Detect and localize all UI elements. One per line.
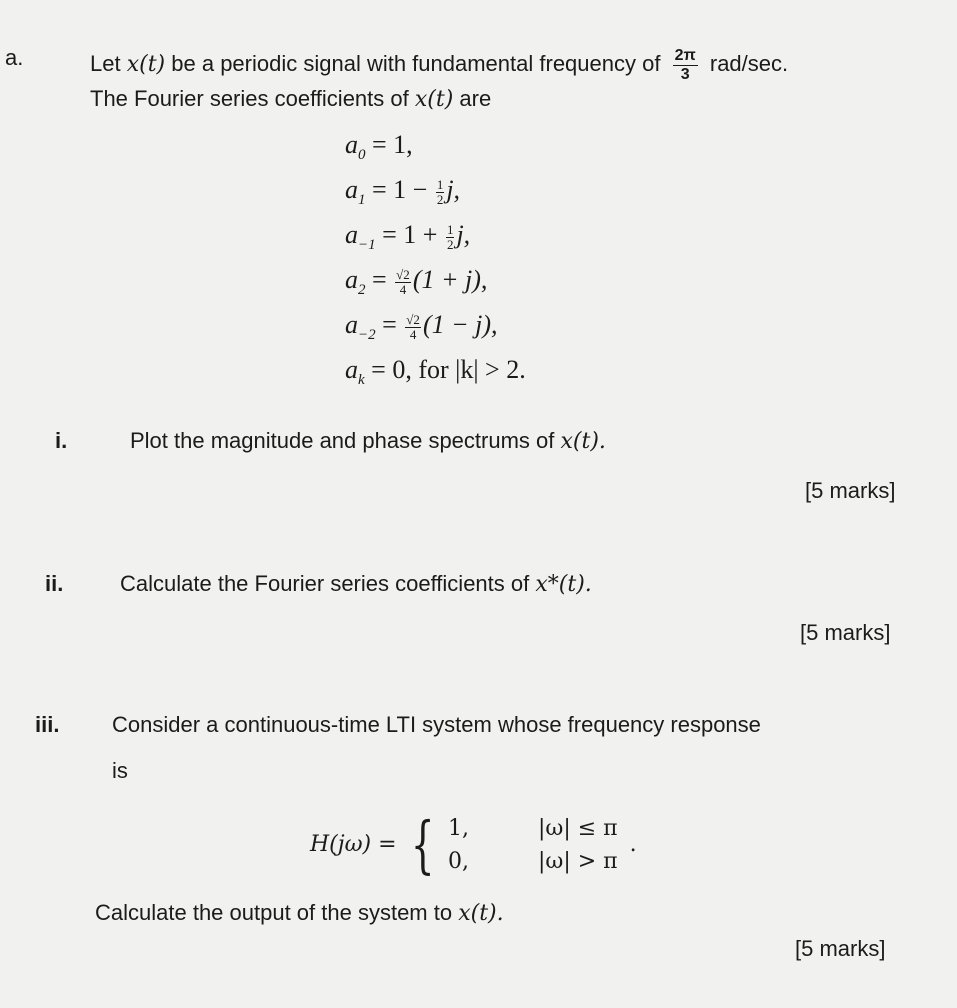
h-end: .	[629, 832, 637, 857]
fraction-numerator: 1	[436, 176, 444, 192]
piecewise-cases	[448, 816, 618, 874]
case1-condition: |ω| ≤ π	[538, 815, 618, 841]
q3-marks: [5 marks]	[795, 936, 886, 961]
freq-numerator: 2π	[674, 47, 696, 64]
signal-x-conjugate: x*(t).	[535, 572, 592, 597]
coeff-value: = 0, for |k| > 2.	[371, 355, 526, 384]
q1-text	[130, 430, 606, 453]
fraction-numerator: √2	[396, 266, 410, 282]
coeff-fraction	[405, 313, 421, 341]
coefficient-equation	[345, 357, 526, 388]
freq-denominator: 3	[680, 65, 690, 83]
brace: {	[410, 808, 435, 881]
intro-before: Let	[90, 50, 121, 76]
h-lhs: H(jω) =	[310, 832, 397, 857]
coeff-value-pre: =	[382, 310, 404, 339]
coeff-intro	[90, 88, 491, 111]
coefficient-equation	[345, 177, 460, 208]
coeff-index: −2	[358, 327, 376, 344]
coeff-fraction	[446, 223, 455, 251]
coeff-symbol: a	[345, 355, 358, 384]
case2-value: 0,	[448, 848, 469, 874]
fraction-numerator: √2	[406, 311, 420, 327]
fraction-numerator: 1	[446, 221, 454, 237]
coeff-value-pre: = 1 −	[372, 175, 434, 204]
coeff-value-pre: = 1 +	[382, 220, 444, 249]
q3-text-line3	[95, 902, 504, 925]
q3-text-line1: Consider a continuous-time LTI system whose frequency response	[112, 712, 761, 737]
fraction-denominator: 2	[446, 236, 454, 252]
coefficient-equation	[345, 312, 498, 343]
coeff-symbol: a	[345, 265, 358, 294]
frequency-fraction	[673, 47, 698, 83]
fraction-denominator: 4	[409, 326, 417, 342]
q3-label: iii.	[35, 712, 60, 737]
q1-marks: [5 marks]	[805, 478, 896, 503]
signal-x: x(t).	[560, 429, 606, 454]
coeff-value-post: (1 − j),	[422, 310, 498, 339]
coeff-symbol: a	[345, 310, 358, 339]
q3-question: Calculate the output of the system to	[95, 900, 453, 925]
q2-question: Calculate the Fourier series coefficients of	[120, 571, 530, 596]
coeff-value: = 1,	[372, 130, 413, 159]
coeff-index: 2	[358, 282, 366, 299]
coefficient-equation	[345, 132, 413, 163]
q1-label: i.	[55, 428, 68, 453]
q2-label: ii.	[45, 571, 64, 596]
coeff-index: 0	[358, 147, 366, 164]
part-a-intro	[90, 47, 788, 83]
coeff-index: k	[358, 372, 365, 389]
q2-text	[120, 573, 592, 596]
intro-after: be a periodic signal with fundamental frequency of	[171, 50, 661, 76]
fraction-denominator: 2	[436, 191, 444, 207]
q1-question: Plot the magnitude and phase spectrums of	[130, 428, 555, 453]
coeff-index: 1	[358, 192, 366, 209]
part-a-label: a.	[5, 45, 24, 70]
coeff-value-pre: =	[372, 265, 394, 294]
coeff-value-post: j,	[446, 175, 461, 204]
coeff-value-post: (1 + j),	[412, 265, 488, 294]
coeff-index: −1	[358, 237, 376, 254]
signal-x: x(t)	[414, 87, 454, 112]
coefficient-equation	[345, 267, 487, 298]
signal-x: x(t)	[126, 51, 166, 77]
coeff-symbol: a	[345, 175, 358, 204]
fraction-denominator: 4	[399, 281, 407, 297]
coeff-intro-text: The Fourier series coefficients of	[90, 86, 409, 111]
case2-condition: |ω| > π	[538, 848, 618, 874]
coeff-fraction	[436, 178, 445, 206]
freq-unit: rad/sec.	[709, 50, 789, 76]
coeff-symbol: a	[345, 130, 358, 159]
q2-marks: [5 marks]	[800, 620, 891, 645]
signal-x: x(t).	[458, 901, 504, 926]
coeff-value-post: j,	[456, 220, 471, 249]
case1-value: 1,	[448, 815, 469, 841]
frequency-response-equation	[310, 808, 637, 881]
coeff-fraction	[395, 268, 411, 296]
coefficient-equation	[345, 222, 470, 253]
coeff-intro-end: are	[459, 86, 492, 111]
q3-text-line2: is	[112, 758, 128, 783]
coeff-symbol: a	[345, 220, 358, 249]
